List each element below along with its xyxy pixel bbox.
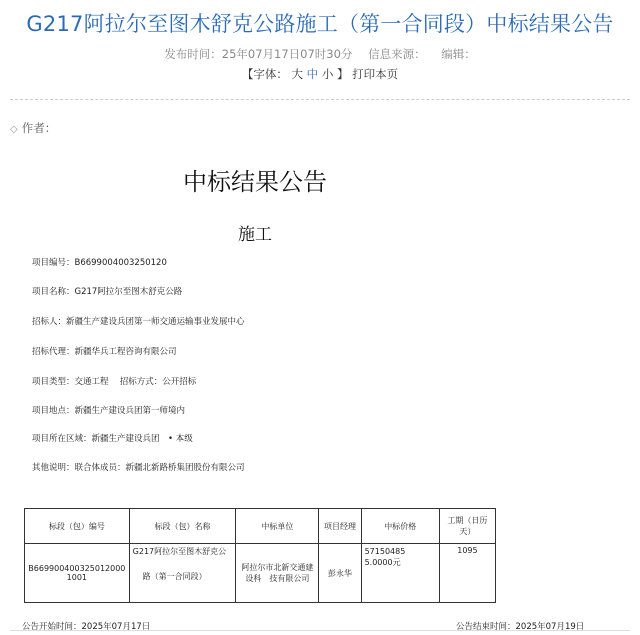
field-notes: 其他说明：联合体成员：新疆北新路桥集团股份有限公司	[32, 463, 245, 473]
article-title: G217阿拉尔至图木舒克公路施工（第一合同段）中标结果公告	[26, 12, 614, 36]
header-divider	[10, 99, 630, 100]
cell-winner: 阿拉尔市北新交通建设科 技有限公司	[236, 544, 319, 603]
field-location: 项目地点：新疆生产建设兵团第一师境内	[32, 406, 186, 416]
cell-code: B66990040032501200​01001	[25, 544, 130, 603]
cell-manager: 彭永华	[319, 544, 361, 603]
field-tenderer: 招标人：新疆生产建设兵团第一师交通运输事业发展中心	[32, 317, 245, 327]
col-header: 工期（日历天）	[439, 509, 495, 544]
notice-start-time: 公告开始时间：2025年07月17日	[22, 622, 151, 632]
font-size-bar: 【字体： 大 中 小 】 打印本页	[241, 67, 399, 81]
cell-price: 57150485 5.0000元	[361, 544, 439, 603]
col-header: 项目经理	[319, 509, 361, 544]
author-line: ◇ 作者：	[10, 121, 57, 135]
col-header: 标段（包）名称	[129, 509, 236, 544]
result-table	[24, 508, 496, 603]
info-source: 信息来源：	[368, 47, 426, 61]
col-header: 标段（包）编号	[25, 509, 130, 544]
article-meta	[0, 46, 640, 62]
table-row	[25, 544, 496, 603]
col-header: 中标单位	[236, 509, 319, 544]
print-link[interactable]: 打印本页	[352, 67, 399, 81]
cell-days: 1095	[439, 544, 495, 603]
footer-divider	[10, 630, 630, 631]
font-large-link[interactable]: 大	[291, 67, 304, 81]
field-region: 项目所在区域：新疆生产建设兵团 • 本级	[32, 434, 193, 444]
diamond-icon: ◇	[10, 124, 18, 135]
doc-title: 中标结果公告	[183, 168, 327, 196]
font-small-link[interactable]: 小	[321, 67, 334, 81]
field-project-code: 项目编号：B66990040032501​20	[32, 258, 167, 268]
field-project-type: 项目类型：交通工程 招标方式：公开招标	[32, 377, 197, 387]
editor: 编辑：	[441, 47, 476, 61]
table-header-row	[25, 509, 496, 544]
doc-subtitle: 施工	[238, 225, 272, 245]
field-agent: 招标代理：新疆华兵工程咨询有限公司	[32, 347, 177, 357]
font-medium-link[interactable]: 中	[306, 67, 319, 81]
publish-time: 发布时间：25年07月17日07时30分	[164, 47, 353, 61]
col-header: 中标价格	[361, 509, 439, 544]
notice-end-time: 公告结束时间：2025年07月19日	[456, 622, 585, 632]
field-project-name: 项目名称：G217阿拉尔至图木舒克公路	[32, 287, 183, 297]
cell-name: G217阿拉尔至图木舒克公 路（第一合同段）	[129, 544, 236, 603]
